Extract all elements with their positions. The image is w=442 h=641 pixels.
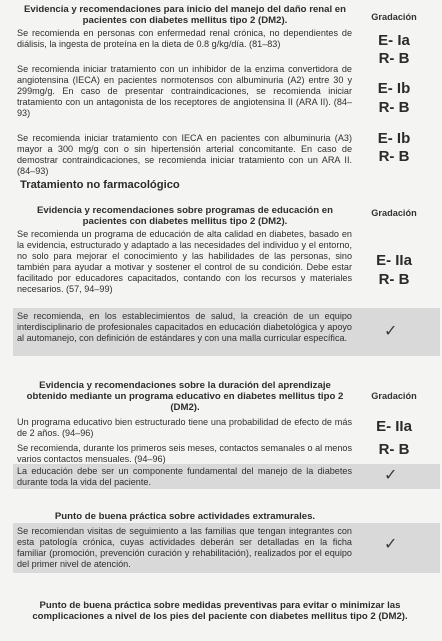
table4-header: Punto de buena práctica sobre actividades extramurales. [54,511,316,522]
table2-row1-text: Se recomienda un programa de educación de alta calidad en diabetes, basado en la evidencia, estructurado y adaptado a las necesidades del individuo y el entorno, no solo para mejorar el conocimiento y las habilidades de las personas, sino también para ayudar a motivar y sostener el control de su condición. Debe estar facilitado por educadores capacitados, contando con los recursos y materiales necesarios. (57, 94–99) [17,229,352,294]
table1-row3-grade-r: R- B [378,148,410,165]
table1-row3-text: Se recomienda iniciar tratamiento con IECA en pacientes con albuminuria (A3) mayor a 300 mg/g con o sin hipertensión arterial concomitante. En caso de demostrar contraindicaciones, se recomienda iniciar tratamiento con un ARA II. (84–93) [17,133,352,176]
check-icon: ✓ [384,323,398,340]
table1-row2-text: Se recomienda iniciar tratamiento con un inhibidor de la enzima convertidora de angiotensina (IECA) en pacientes normotensos con albuminuria (A2) entre 30 y 299mg/g. En caso de presentar contraindicaciones, se recomienda iniciar tratamiento con un antagonista de los receptores de angiotensina II (ARA II). (84–93) [17,64,352,118]
table3-row1-grade-e: E- IIa [376,418,412,435]
table5-header: Punto de buena práctica sobre medidas preventivas para evitar o minimizar las complicaciones a nivel de los pies del paciente con diabetes mellitus tipo 2 (DM2). [32,600,408,622]
table1-header: Evidencia y recomendaciones para inicio del manejo del daño renal en pacientes con diabetes mellitus tipo 2 (DM2). [23,4,347,26]
table1-grade-header: Gradación [371,12,417,22]
table2-header: Evidencia y recomendaciones sobre programas de educación en pacientes con diabetes mellitus tipo 2 (DM2). [37,205,333,227]
table1-row3-grade-e: E- Ib [377,130,411,147]
table3-row2-grade-r: R- B [378,441,410,458]
table4-row1-text: Se recomiendan visitas de seguimiento a las familias que tengan integrantes con esta patología crónica, cuyas actividades deberán ser detalladas en la ficha familiar (promoción, prevención curación y rehabilitación), realizados por el equipo del primer nivel de atención. [17,526,352,569]
check-icon: ✓ [384,467,398,484]
table1-row1-grade-r: R- B [378,50,410,67]
table1-row2-grade-r: R- B [378,99,410,116]
table3-header: Evidencia y recomendaciones sobre la duración del aprendizaje obtenido mediante un programa educativo en diabetes mellitus tipo 2 (DM2). [26,380,344,413]
section-title: Tratamiento no farmacológico [20,179,180,191]
table3-row3-text: La educación debe ser un componente fundamental del manejo de la diabetes durante toda la vida del paciente. [17,466,352,487]
table1-row1-text: Se recomienda en personas con enfermedad renal crónica, no dependientes de diálisis, la ingesta de proteína en la dieta de 0.8 g/kg/día. (81–83) [17,28,352,49]
table3-row1-text: Un programa educativo bien estructurado tiene una probabilidad de efecto de más de 2 años. (94–96) [17,417,352,438]
check-icon: ✓ [384,536,398,553]
table2-row1-grade-e: E- IIa [376,252,412,269]
table1-row1-grade-e: E- Ia [378,32,410,49]
table1-row2-grade-e: E- Ib [377,80,411,97]
table2-row2-text: Se recomienda, en los establecimientos de salud, la creación de un equipo interdisciplinario de profesionales capacitados en educación diabetológica y apoyo al automanejo, con definición de estándares y con una malla curricular específica. [17,311,352,343]
table2-row1-grade-r: R- B [378,271,410,288]
table3-row2-text: Se recomienda, durante los primeros seis meses, contactos semanales o al menos varios contactos mensuales. (94–96) [17,443,352,464]
table3-grade-header: Gradación [371,391,417,401]
table2-grade-header: Gradación [371,208,417,218]
